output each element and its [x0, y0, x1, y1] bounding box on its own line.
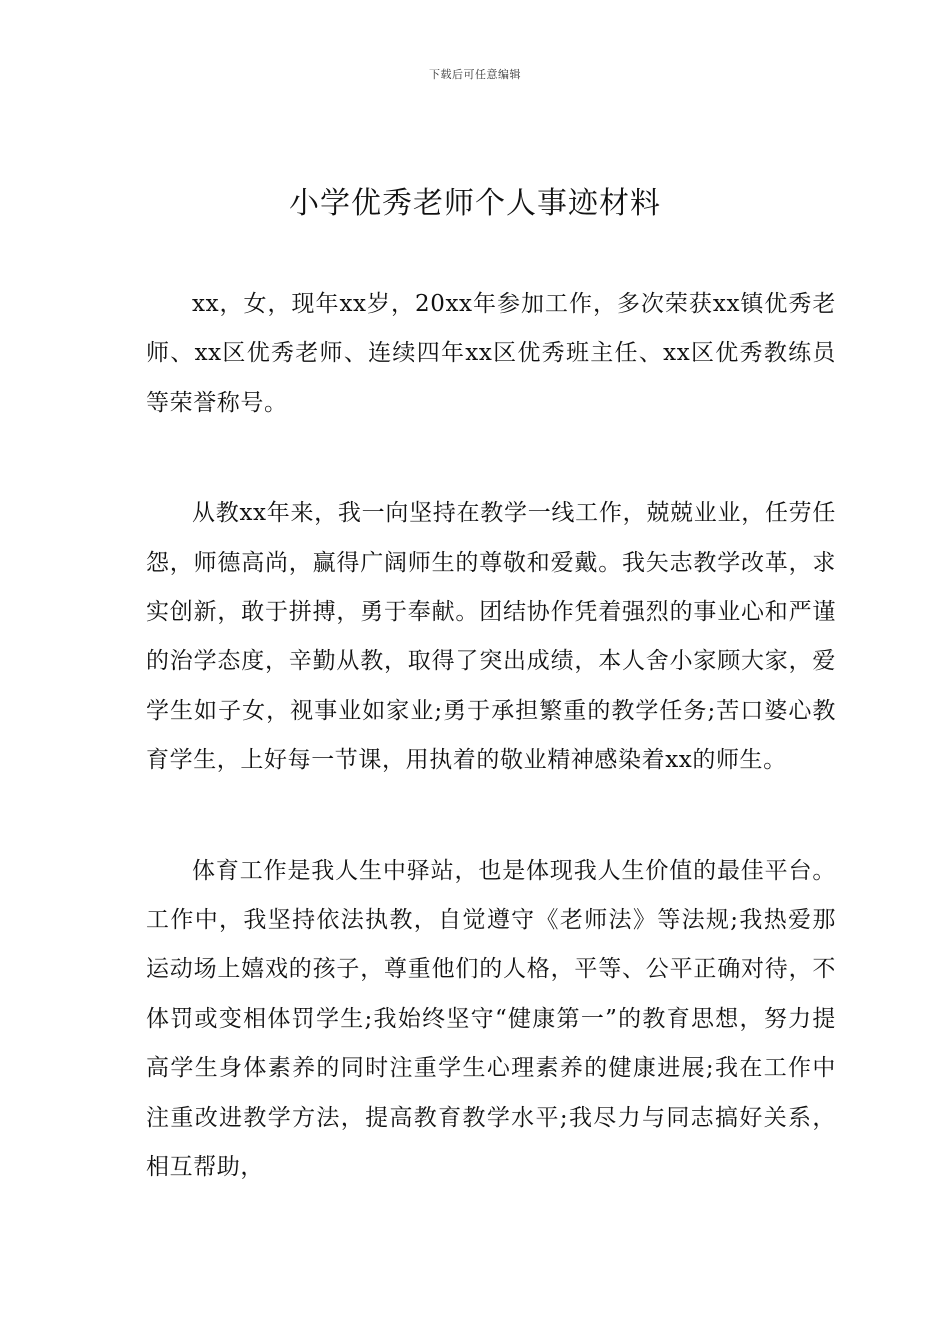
document-title: 小学优秀老师个人事迹材料: [289, 186, 661, 221]
document-body: [146, 280, 836, 1193]
paragraph-2: 从教xx年来，我一向坚持在教学一线工作，兢兢业业，任劳任怨，师德高尚，赢得广阔师生的尊敬和爱戴。我矢志教学改革，求实创新，敢于拼搏，勇于奉献。团结协作凭着强烈的事业心和严谨的治学态度，辛勤从教，取得了突出成绩，本人舍小家顾大家，爱学生如子女，视事业如家业;勇于承担繁重的教学任务;苦口婆心教育学生，上好每一节课，用执着的敬业精神感染着xx的师生。: [146, 500, 836, 774]
header-note: 下载后可任意编辑: [429, 68, 521, 81]
paragraph-1: xx，女，现年xx岁，20xx年参加工作，多次荣获xx镇优秀老师、xx区优秀老师、连续四年xx区优秀班主任、xx区优秀教练员等荣誉称号。: [146, 291, 836, 416]
paragraph-3: 体育工作是我人生中驿站，也是体现我人生价值的最佳平台。工作中，我坚持依法执教，自觉遵守《老师法》等法规;我热爱那运动场上嬉戏的孩子，尊重他们的人格，平等、公平正确对待，不体罚或变相体罚学生;我始终坚守“健康第一”的教育思想，努力提高学生身体素养的同时注重学生心理素养的健康进展;我在工作中注重改进教学方法，提高教育教学水平;我尽力与同志搞好关系，相互帮助，: [146, 857, 836, 1181]
